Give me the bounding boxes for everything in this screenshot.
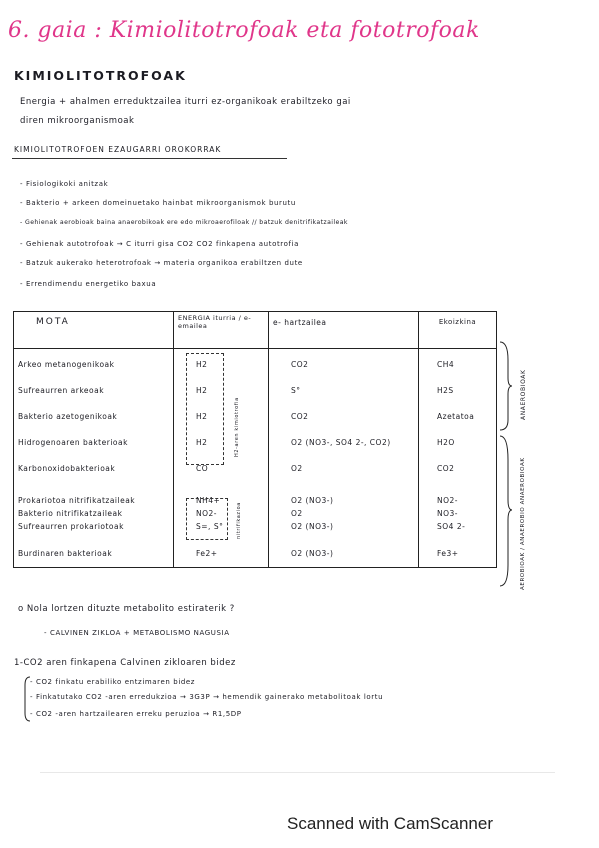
list-item: - Bakterio + arkeen domeinuetako hainbat mikroorganismok burutu xyxy=(20,199,296,207)
table-header-row xyxy=(14,312,497,349)
question: o Nola lortzen dituzte metabolito estiraterik ? xyxy=(18,604,235,614)
energy-source: NH4+ xyxy=(196,496,221,505)
group-brace xyxy=(498,340,514,590)
energy-source: S=, S° xyxy=(196,522,224,531)
product: Azetatoa xyxy=(437,412,475,421)
aerobic-label: AEROBIOAK / ANAEROBIO ANAEROBIOAK xyxy=(520,457,526,590)
electron-acceptor: O2 (NO3-) xyxy=(291,549,334,558)
h2-note: H2-aren kimiotrofia xyxy=(234,397,240,457)
organism-name: Sufreaurren prokariotoak xyxy=(18,522,124,531)
energy-source: CO xyxy=(196,464,209,473)
list-item: - Gehienak aerobioak baina anaerobikoak ere edo mikroaerofiloak // batzuk denitrifikatzaileak xyxy=(20,219,348,226)
energy-source: H2 xyxy=(196,438,208,447)
energy-source: H2 xyxy=(196,360,208,369)
energy-source: H2 xyxy=(196,386,208,395)
nitrification-note: nitrifikazioa xyxy=(236,502,242,539)
answer: - CALVINEN ZIKLOA + METABOLISMO NAGUSIA xyxy=(44,629,230,637)
col-header-acceptor: e- hartzailea xyxy=(269,312,419,349)
product: H2O xyxy=(437,438,455,447)
section-heading: KIMIOLITOTROFOAK xyxy=(14,68,187,83)
subheading: KIMIOLITOTROFOEN EZAUGARRI OROKORRAK xyxy=(14,145,222,154)
step: - CO2 -aren hartzailearen erreku peruzioa → R1,5DP xyxy=(30,710,242,718)
page-bottom-divider xyxy=(40,772,555,773)
product: NO2- xyxy=(437,496,458,505)
electron-acceptor: O2 (NO3-, SO4 2-, CO2) xyxy=(291,438,391,447)
product: Fe3+ xyxy=(437,549,459,558)
col-header-energy: ENERGIA iturria / e- emailea xyxy=(174,312,269,349)
organism-name: Bakterio azetogenikoak xyxy=(18,412,118,421)
product: H2S xyxy=(437,386,454,395)
list-item: - Fisiologikoki anitzak xyxy=(20,180,109,188)
electron-acceptor: CO2 xyxy=(291,412,309,421)
organism-name: Sufreaurren arkeoak xyxy=(18,386,105,395)
product: SO4 2- xyxy=(437,522,466,531)
col-header-type: MOTA xyxy=(14,312,174,349)
anaerobic-label: ANAEROBIOAK xyxy=(520,369,527,420)
organism-name: Bakterio nitrifikatzaileak xyxy=(18,509,123,518)
col-header-product: Ekoizkina xyxy=(419,312,497,349)
organism-name: Burdinaren bakterioak xyxy=(18,549,113,558)
organism-name: Arkeo metanogenikoak xyxy=(18,360,115,369)
step: - CO2 finkatu erabiliko entzimaren bidez xyxy=(30,678,196,686)
chemolithotroph-table xyxy=(13,311,497,568)
h2-group-box xyxy=(186,353,224,465)
nitrification-group-box xyxy=(186,498,228,540)
organism-name: Hidrogenoaren bakterioak xyxy=(18,438,128,447)
product: CO2 xyxy=(437,464,455,473)
electron-acceptor: S° xyxy=(291,386,301,395)
electron-acceptor: O2 xyxy=(291,464,303,473)
energy-source: NO2- xyxy=(196,509,217,518)
electron-acceptor: CO2 xyxy=(291,360,309,369)
table-row xyxy=(14,349,497,568)
subheading-underline xyxy=(12,158,287,159)
scanner-watermark: Scanned with CamScanner xyxy=(287,814,494,833)
product: CH4 xyxy=(437,360,455,369)
electron-acceptor: O2 xyxy=(291,509,303,518)
list-item: - Errendimendu energetiko baxua xyxy=(20,280,157,288)
list-item: - Batzuk aukerako heterotrofoak → materia organikoa erabiltzen dute xyxy=(20,259,303,267)
energy-source: Fe2+ xyxy=(196,549,218,558)
intro-line: Energia + ahalmen erreduktzailea iturri ez-organikoak erabiltzeko gai xyxy=(20,97,351,107)
product: NO3- xyxy=(437,509,458,518)
section-title: 1-CO2 aren finkapena Calvinen zikloaren bidez xyxy=(14,658,236,668)
electron-acceptor: O2 (NO3-) xyxy=(291,496,334,505)
organism-name: Karbonoxidobakterioak xyxy=(18,464,116,473)
energy-source: H2 xyxy=(196,412,208,421)
intro-line: diren mikroorganismoak xyxy=(20,116,135,126)
page-title: 6. gaia : Kimiolitotrofoak eta fototrofoak xyxy=(8,18,480,43)
organism-name: Prokariotoa nitrifikatzaileak xyxy=(18,496,136,505)
list-item: - Gehienak autotrofoak → C iturri gisa CO2 CO2 finkapena autotrofia xyxy=(20,240,299,248)
step: - Finkatutako CO2 -aren erredukzioa → 3G3P → hemendik gainerako metabolitoak lortu xyxy=(30,693,384,701)
electron-acceptor: O2 (NO3-) xyxy=(291,522,334,531)
